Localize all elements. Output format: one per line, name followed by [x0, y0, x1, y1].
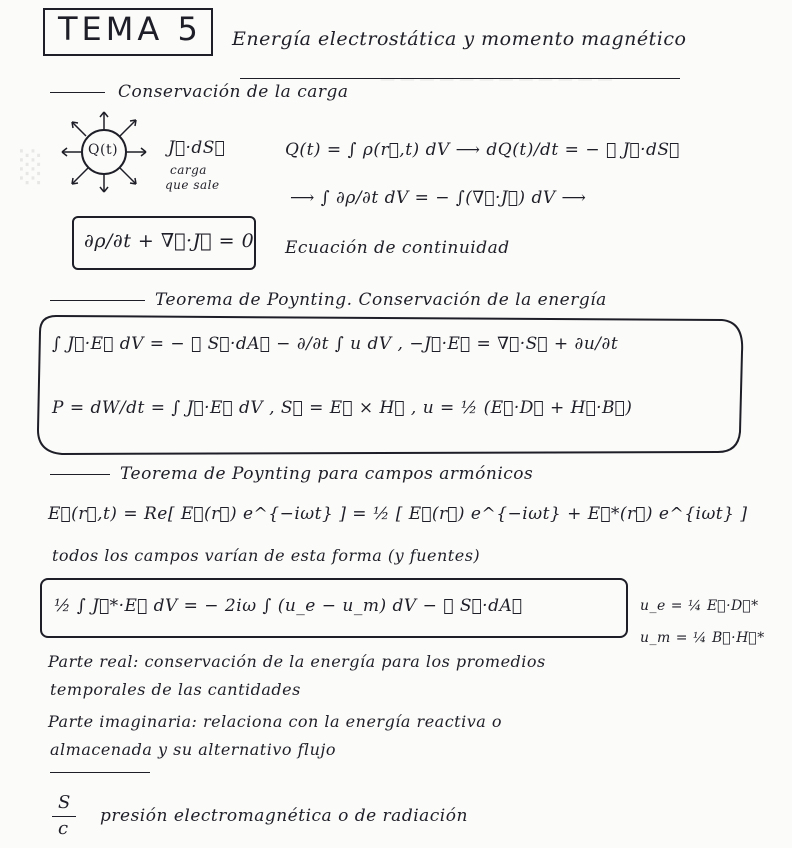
page-title: Energía electrostática y momento magnético [232, 28, 687, 50]
section-dash [50, 772, 150, 773]
charge-equation: Q(t) = ∫ ρ(r⃗,t) dV ⟶ dQ(t)/dt = − ∮ J⃗·dS⃗ [285, 140, 680, 160]
ue-definition: u_e = ¼ E⃗·D⃗* [640, 598, 759, 614]
section-dash [50, 92, 105, 93]
remark-real-2: temporales de las cantidades [50, 680, 301, 699]
bleed-through: ░ [20, 150, 44, 185]
section-heading-carga: Conservación de la carga [118, 82, 349, 102]
poynting-equation-2: P = dW/dt = ∫ J⃗·E⃗ dV , S⃗ = E⃗ × H⃗ , u = ½ (E⃗·D⃗ + H⃗·B⃗) [52, 398, 633, 418]
um-definition: u_m = ¼ B⃗·H⃗* [640, 630, 765, 646]
harmonic-note: todos los campos varían de esta forma (y fuentes) [52, 546, 481, 565]
remark-imag-2: almacenada y su alternativo flujo [50, 740, 337, 759]
poynting-equation-1: ∫ J⃗·E⃗ dV = − ∮ S⃗·dA⃗ − ∂/∂t ∫ u dV , −J⃗·E⃗ = ∇⃗·S⃗ + ∂u/∂t [52, 334, 619, 354]
pressure-fraction-num: S [58, 792, 71, 813]
note-que-sale: que sale [165, 178, 220, 192]
continuity-equation: ∂ρ/∂t + ∇⃗·J⃗ = 0 [84, 230, 255, 252]
section-dash [50, 300, 145, 301]
note-carga: carga [170, 163, 207, 177]
continuity-label: Ecuación de continuidad [285, 238, 510, 258]
pressure-label: presión electromagnética o de radiación [100, 806, 468, 826]
harmonic-boxed-equation: ½ ∫ J⃗*·E⃗ dV = − 2iω ∫ (u_e − u_m) dV − ∮ S⃗·dA⃗ [54, 596, 523, 616]
continuity-derivation: ⟶ ∫ ∂ρ/∂t dV = − ∫(∇⃗·J⃗) dV ⟶ [290, 188, 587, 208]
section-heading-poynting: Teorema de Poynting. Conservación de la energía [155, 290, 607, 310]
charge-label: Q(t) [88, 142, 119, 158]
flux-label: J⃗·dS⃗ [168, 138, 226, 158]
tema-label: TEMA 5 [58, 10, 202, 48]
bleed-through: — — — — — — — — — — — — [380, 70, 613, 88]
pressure-fraction-den: c [58, 818, 69, 839]
remark-real-1: Parte real: conservación de la energía para los promedios [48, 652, 546, 671]
section-dash [50, 474, 110, 475]
title-underline [240, 78, 680, 79]
section-heading-armonicos: Teorema de Poynting para campos armónicos [120, 464, 534, 484]
remark-imag-1: Parte imaginaria: relaciona con la energía reactiva o [48, 712, 503, 731]
harmonic-field-equation: E⃗(r⃗,t) = Re[ E⃗(r⃗) e^{−iωt} ] = ½ [ E⃗(r⃗) e^{−iωt} + E⃗*(r⃗) e^{iωt} ] [48, 504, 748, 524]
pressure-fraction-bar [52, 816, 76, 817]
